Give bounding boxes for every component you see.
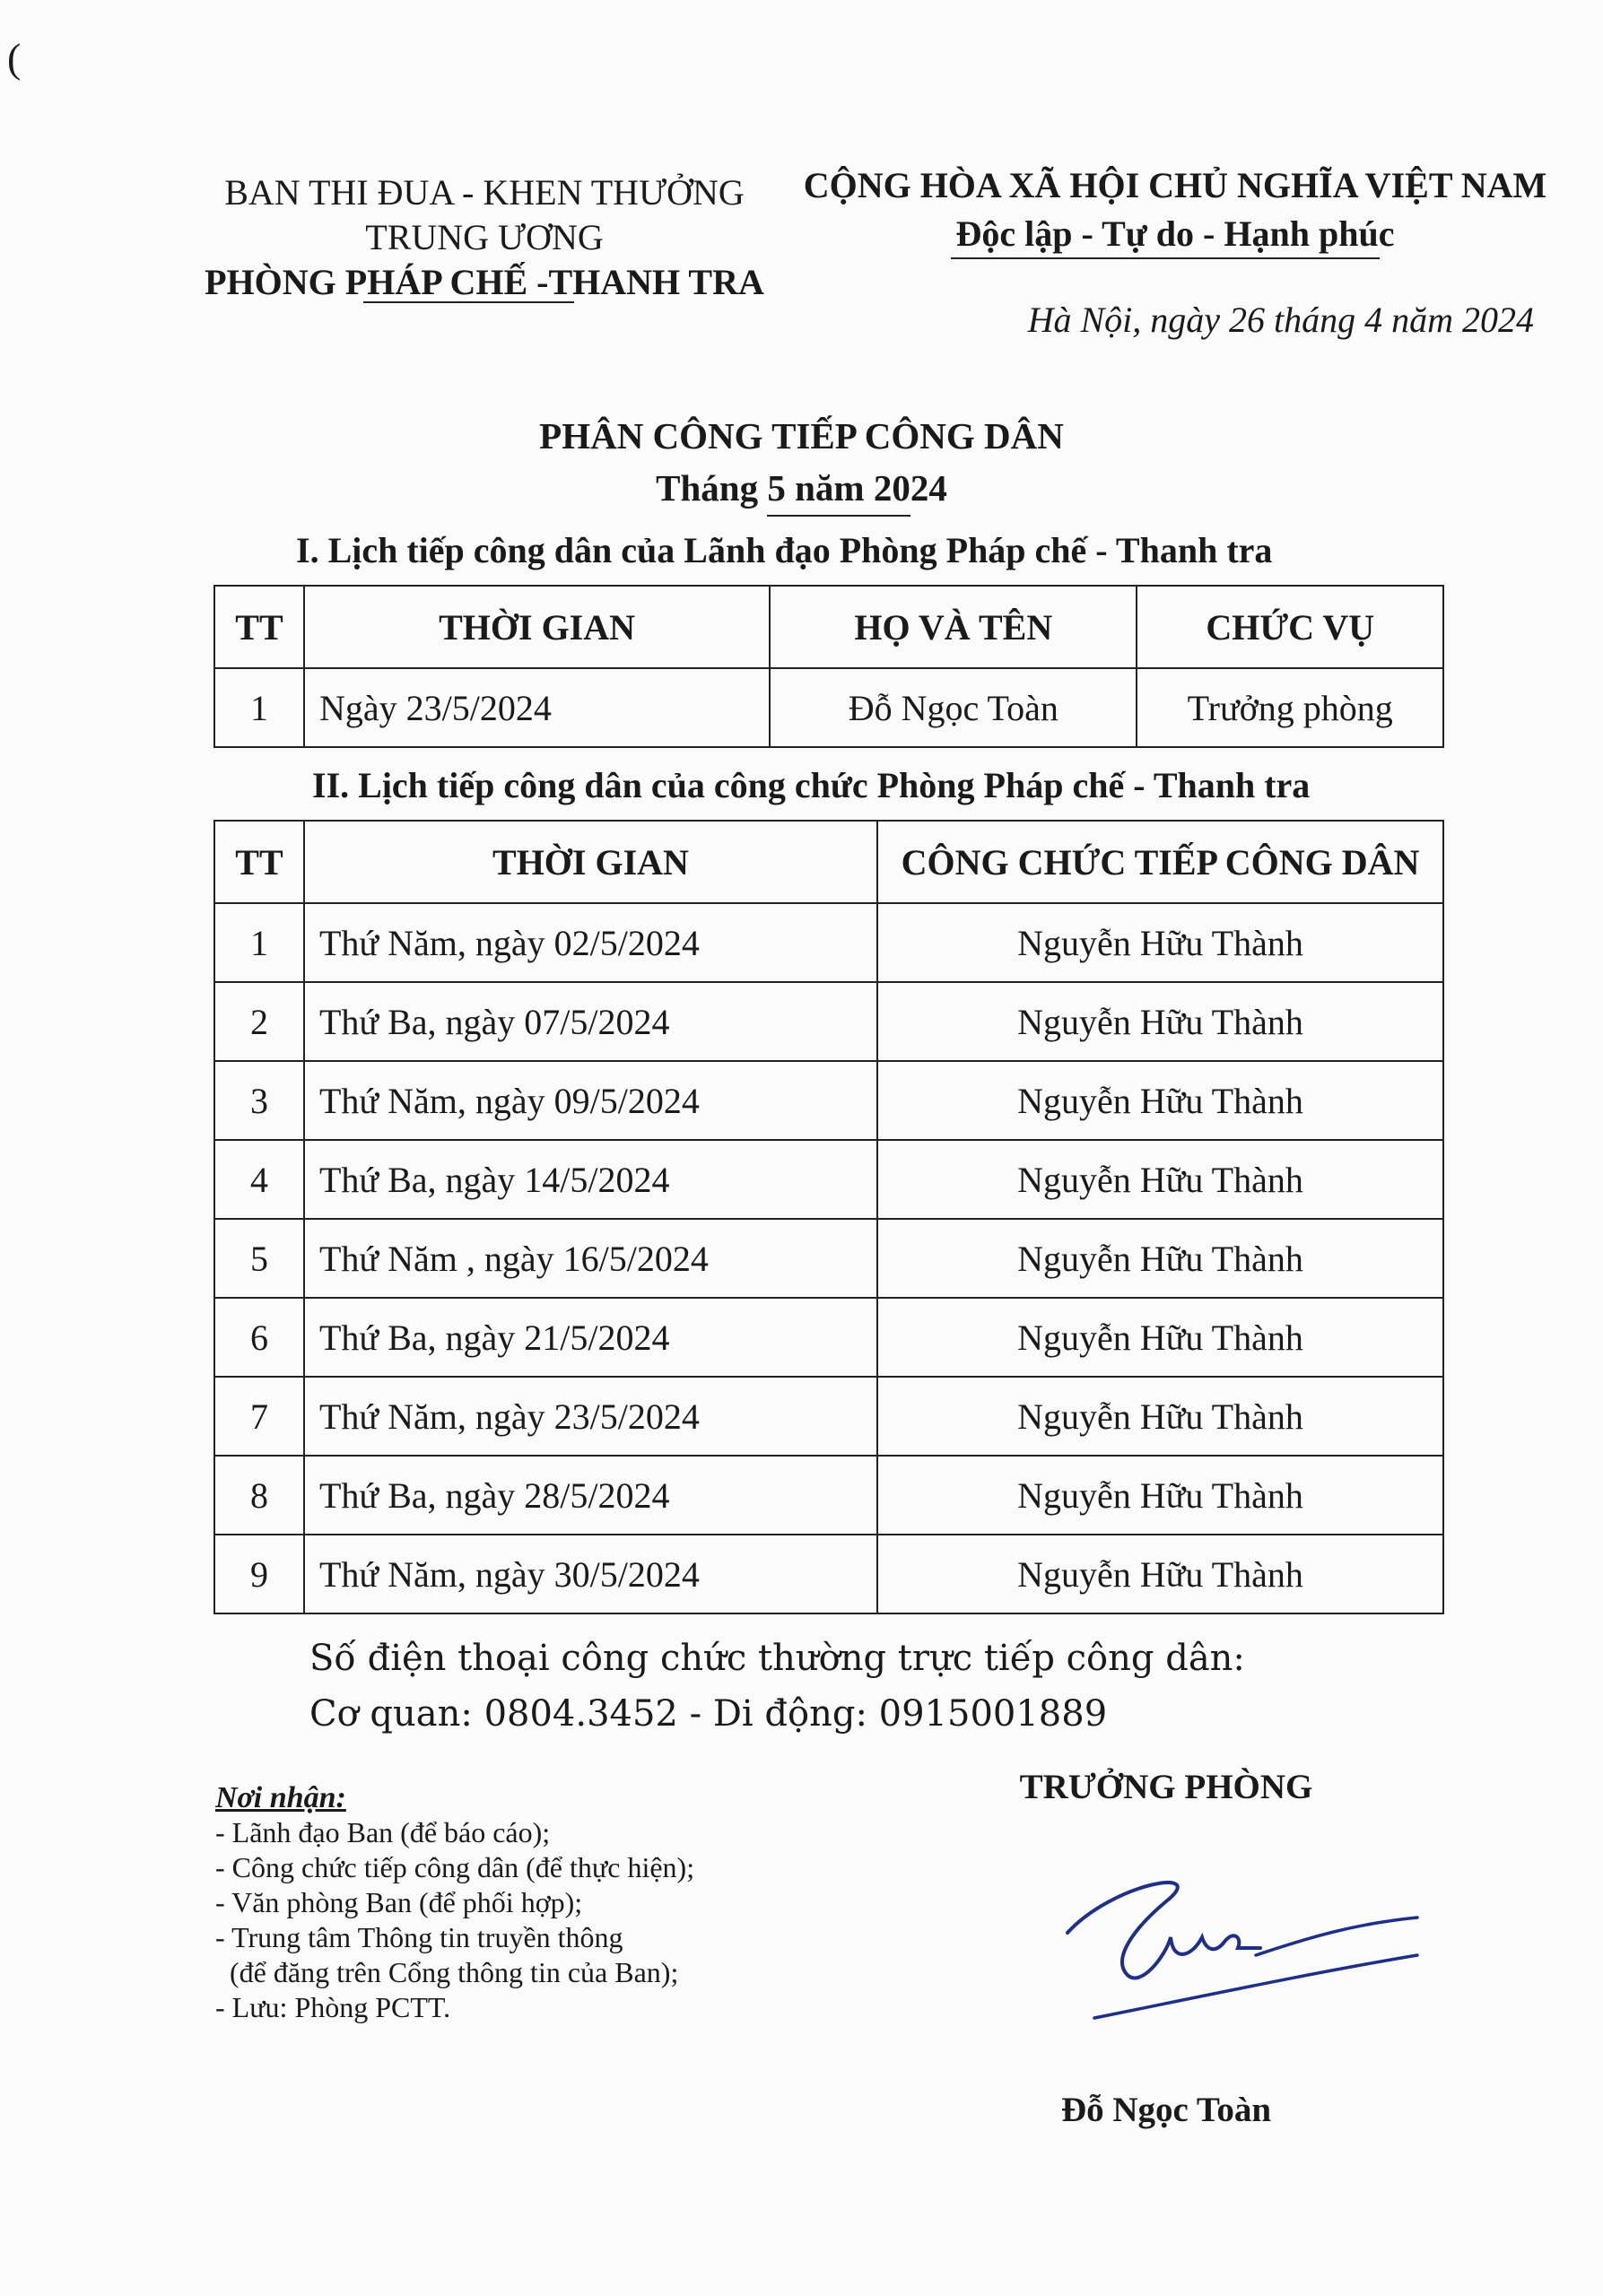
cell-time: Thứ Năm, ngày 30/5/2024 xyxy=(304,1535,877,1613)
cell-tt: 3 xyxy=(214,1061,304,1140)
cell-tt: 5 xyxy=(214,1219,304,1298)
phone-note-line-2: Cơ quan: 0804.3452 - Di động: 0915001889 xyxy=(309,1693,1108,1735)
cell-time: Thứ Ba, ngày 21/5/2024 xyxy=(304,1298,877,1377)
cell-officer: Nguyễn Hữu Thành xyxy=(877,982,1443,1061)
table-header-row xyxy=(214,586,1443,668)
col-tt: TT xyxy=(214,821,304,903)
recipient-item: - Trung tâm Thông tin truyền thông xyxy=(215,1921,623,1953)
section2-heading: II. Lịch tiếp công dân của công chức Phòng Pháp chế - Thanh tra xyxy=(312,765,1311,805)
cell-tt: 1 xyxy=(214,903,304,982)
cell-position: Trưởng phòng xyxy=(1137,668,1443,747)
cell-time: Thứ Năm, ngày 23/5/2024 xyxy=(304,1377,877,1456)
table-row xyxy=(214,903,1443,982)
phone-note-line-1: Số điện thoại công chức thường trực tiếp công dân: xyxy=(309,1638,1245,1679)
recipient-item: (để đăng trên Cổng thông tin của Ban); xyxy=(215,1956,679,1988)
agency-header xyxy=(179,170,789,305)
signer-title: TRƯỞNG PHÒNG xyxy=(1019,1768,1313,1806)
date-line: Hà Nội, ngày 26 tháng 4 năm 2024 xyxy=(1027,300,1534,340)
recipient-item: - Lãnh đạo Ban (để báo cáo); xyxy=(215,1816,551,1848)
recipient-item: - Văn phòng Ban (để phối hợp); xyxy=(215,1886,583,1918)
col-time: THỜI GIAN xyxy=(304,821,877,903)
cell-officer: Nguyễn Hữu Thành xyxy=(877,1535,1443,1613)
cell-officer: Nguyễn Hữu Thành xyxy=(877,1377,1443,1456)
col-name: HỌ VÀ TÊN xyxy=(770,586,1137,668)
cell-officer: Nguyễn Hữu Thành xyxy=(877,903,1443,982)
cell-tt: 4 xyxy=(214,1140,304,1219)
table-row xyxy=(214,668,1443,747)
cell-time: Thứ Năm, ngày 02/5/2024 xyxy=(304,903,877,982)
cell-name: Đỗ Ngọc Toàn xyxy=(770,668,1137,747)
signature xyxy=(1059,1848,1435,2027)
table-row xyxy=(214,1377,1443,1456)
recipients-block xyxy=(215,1780,694,2025)
cell-time: Thứ Ba, ngày 07/5/2024 xyxy=(304,982,877,1061)
document-title: PHÂN CÔNG TIẾP CÔNG DÂN xyxy=(539,415,1064,457)
cell-officer: Nguyễn Hữu Thành xyxy=(877,1456,1443,1535)
cell-time: Ngày 23/5/2024 xyxy=(304,668,770,747)
col-time: THỜI GIAN xyxy=(304,586,770,668)
table-row xyxy=(214,1140,1443,1219)
cell-officer: Nguyễn Hữu Thành xyxy=(877,1219,1443,1298)
national-header xyxy=(789,161,1561,258)
cell-tt: 1 xyxy=(214,668,304,747)
table-row xyxy=(214,1061,1443,1140)
cell-officer: Nguyễn Hữu Thành xyxy=(877,1298,1443,1377)
recipient-item: - Lưu: Phòng PCTT. xyxy=(215,1991,451,2023)
title-underline xyxy=(767,515,910,517)
officer-schedule-table xyxy=(213,820,1444,1614)
cell-officer: Nguyễn Hữu Thành xyxy=(877,1140,1443,1219)
section1-heading: I. Lịch tiếp công dân của Lãnh đạo Phòng Pháp chế - Thanh tra xyxy=(296,530,1273,570)
col-position: CHỨC VỤ xyxy=(1137,586,1443,668)
table-row xyxy=(214,1219,1443,1298)
agency-underline xyxy=(363,301,574,303)
table-row xyxy=(214,1298,1443,1377)
cell-tt: 2 xyxy=(214,982,304,1061)
corner-mark: ( xyxy=(7,35,22,81)
cell-tt: 6 xyxy=(214,1298,304,1377)
col-officer: CÔNG CHỨC TIẾP CÔNG DÂN xyxy=(877,821,1443,903)
cell-tt: 8 xyxy=(214,1456,304,1535)
recipient-item: - Công chức tiếp công dân (để thực hiện); xyxy=(215,1851,695,1883)
cell-officer: Nguyễn Hữu Thành xyxy=(877,1061,1443,1140)
recipients-label: Nơi nhận: xyxy=(215,1781,346,1814)
col-tt: TT xyxy=(214,586,304,668)
cell-time: Thứ Ba, ngày 14/5/2024 xyxy=(304,1140,877,1219)
agency-line-2: TRUNG ƯƠNG xyxy=(365,217,604,257)
cell-time: Thứ Năm , ngày 16/5/2024 xyxy=(304,1219,877,1298)
national-title: CỘNG HÒA XÃ HỘI CHỦ NGHĨA VIỆT NAM xyxy=(803,165,1547,205)
motto-underline xyxy=(951,257,1380,259)
agency-line-1: BAN THI ĐUA - KHEN THƯỞNG xyxy=(224,172,745,213)
leader-schedule-table xyxy=(213,585,1444,748)
cell-time: Thứ Năm, ngày 09/5/2024 xyxy=(304,1061,877,1140)
cell-tt: 9 xyxy=(214,1535,304,1613)
cell-time: Thứ Ba, ngày 28/5/2024 xyxy=(304,1456,877,1535)
national-motto: Độc lập - Tự do - Hạnh phúc xyxy=(955,213,1395,254)
cell-tt: 7 xyxy=(214,1377,304,1456)
table-row xyxy=(214,1535,1443,1613)
table-header-row xyxy=(214,821,1443,903)
table-row xyxy=(214,1456,1443,1535)
signer-name: Đỗ Ngọc Toàn xyxy=(1060,2091,1272,2129)
agency-line-3: PHÒNG PHÁP CHẾ -THANH TRA xyxy=(205,262,764,302)
document-subtitle: Tháng 5 năm 2024 xyxy=(656,467,947,509)
table-row xyxy=(214,982,1443,1061)
